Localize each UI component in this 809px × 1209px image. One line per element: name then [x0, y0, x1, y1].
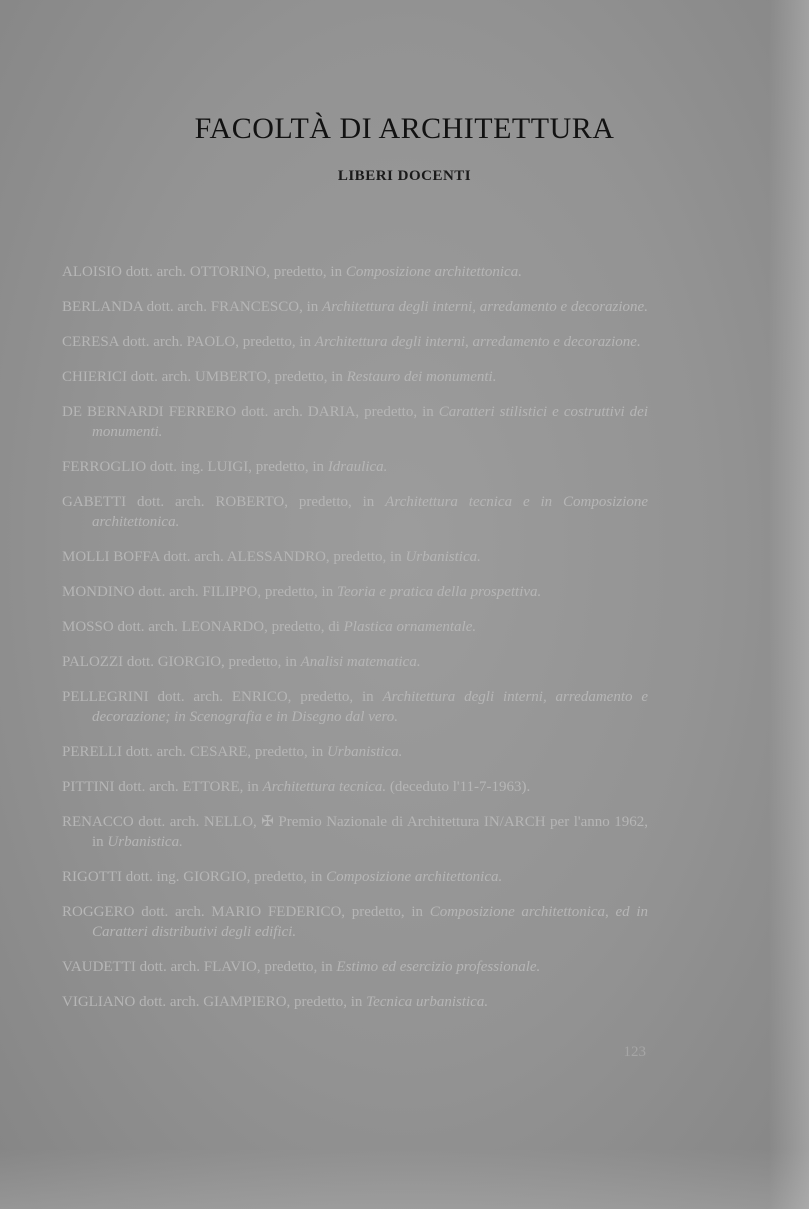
docente-title: dott. arch. ROBERTO, predetto, in: [137, 494, 386, 510]
docente-title: dott. arch. CESARE, predetto, in: [125, 744, 327, 760]
docente-title: dott. arch. FLAVIO, predetto, in: [139, 959, 337, 975]
docente-name: ROGGERO: [62, 904, 135, 920]
docente-name: PERELLI: [62, 744, 122, 760]
docente-name: ALOISIO: [62, 264, 122, 280]
docente-subject: Architettura degli interni, arredamento e decorazione.: [314, 334, 641, 350]
docente-entry: [62, 297, 648, 317]
docente-subject: Restauro dei monumenti.: [346, 369, 497, 385]
docente-title: dott. arch. PAOLO, predetto, in: [122, 334, 315, 350]
docente-entry: [62, 867, 648, 887]
docente-name: BERLANDA: [62, 299, 143, 315]
docente-title: dott. arch. ALESSANDRO, predetto, in: [163, 549, 406, 565]
docente-title: dott. ing. GIORGIO, predetto, in: [125, 869, 327, 885]
docente-name: PELLEGRINI: [62, 689, 149, 705]
docente-entry: [62, 457, 648, 477]
docente-subject: Architettura degli interni, arredamento e decorazione; in Scenografia e in Disegno dal vero.: [92, 689, 648, 725]
docente-entry: [62, 547, 648, 567]
docente-title: dott. arch. FILIPPO, predetto, in: [138, 584, 337, 600]
docente-entry: [62, 492, 648, 532]
docente-note: (deceduto l'11-7-1963).: [386, 779, 531, 795]
docente-entry: [62, 687, 648, 727]
docente-name: MOLLI BOFFA: [62, 549, 160, 565]
docente-name: MOSSO: [62, 619, 114, 635]
docente-subject: Estimo ed esercizio professionale.: [336, 959, 541, 975]
docente-entry: [62, 582, 648, 602]
docente-subject: Architettura tecnica e in Composizione architettonica.: [92, 494, 649, 530]
page-title: FACOLTÀ DI ARCHITETTURA: [194, 112, 615, 145]
docente-name: CERESA: [62, 334, 119, 350]
page-number: 123: [623, 1044, 646, 1060]
docente-entry: [62, 777, 648, 797]
docente-entry: [62, 332, 648, 352]
docente-title: dott. GIORGIO, predetto, in: [126, 654, 301, 670]
docente-entry: [62, 652, 648, 672]
docente-subject: Analisi matematica.: [300, 654, 421, 670]
docente-name: GABETTI: [62, 494, 127, 510]
docente-title: dott. ing. LUIGI, predetto, in: [149, 459, 328, 475]
docente-title: dott. arch. ENRICO, predetto, in: [157, 689, 383, 705]
docente-name: CHIERICI: [62, 369, 127, 385]
docenti-list: [62, 247, 648, 1020]
docente-subject: Architettura tecnica.: [262, 779, 387, 795]
docente-name: PITTINI: [62, 779, 115, 795]
page-subtitle: LIBERI DOCENTI: [337, 168, 472, 184]
docente-subject: Urbanistica.: [326, 744, 403, 760]
docente-entry: [62, 367, 648, 387]
docente-subject: Plastica ornamentale.: [343, 619, 477, 635]
docente-entry: [62, 902, 648, 942]
docente-subject: Composizione architettonica.: [345, 264, 522, 280]
docente-subject: Teoria e pratica della prospettiva.: [336, 584, 542, 600]
docente-name: DE BERNARDI FERRERO: [62, 404, 237, 420]
docente-name: RIGOTTI: [62, 869, 122, 885]
docente-subject: Caratteri stilistici e costruttivi dei monumenti.: [92, 404, 648, 440]
docente-subject: Composizione architettonica, ed in Caratteri distributivi degli edifici.: [92, 904, 648, 940]
docente-title: dott. arch. MARIO FEDERICO, predetto, in: [141, 904, 430, 920]
docente-subject: Urbanistica.: [405, 549, 481, 565]
docente-title: dott. arch. OTTORINO, predetto, in: [125, 264, 346, 280]
docente-title: dott. arch. NELLO, ✠ Premio Nazionale di Architettura IN/ARCH per l'anno 1962, in: [92, 814, 648, 850]
docente-name: VAUDETTI: [62, 959, 136, 975]
docente-title: dott. arch. ETTORE, in: [118, 779, 263, 795]
docente-title: dott. arch. GIAMPIERO, predetto, in: [139, 994, 367, 1010]
docente-subject: Composizione architettonica.: [326, 869, 503, 885]
docente-name: VIGLIANO: [62, 994, 136, 1010]
docente-entry: [62, 957, 648, 977]
docente-title: dott. arch. UMBERTO, predetto, in: [130, 369, 347, 385]
docente-name: RENACCO: [62, 814, 134, 830]
docente-entry: [62, 617, 648, 637]
docente-entry: [62, 742, 648, 762]
docente-title: dott. arch. FRANCESCO, in: [146, 299, 323, 315]
docente-subject: Tecnica urbanistica.: [366, 994, 489, 1010]
docente-subject: Architettura degli interni, arredamento e decorazione.: [322, 299, 648, 315]
page-bottom-shade: [0, 1149, 809, 1209]
docente-name: PALOZZI: [62, 654, 124, 670]
docente-subject: Urbanistica.: [107, 834, 183, 850]
docente-title: dott. arch. DARIA, predetto, in: [241, 404, 439, 420]
docente-title: dott. arch. LEONARDO, predetto, di: [117, 619, 344, 635]
docente-subject: Idraulica.: [327, 459, 388, 475]
docente-entry: [62, 262, 648, 282]
docente-entry: [62, 402, 648, 442]
docente-name: MONDINO: [62, 584, 135, 600]
docente-entry: [62, 812, 648, 852]
docente-entry: [62, 992, 648, 1012]
docente-name: FERROGLIO: [62, 459, 147, 475]
